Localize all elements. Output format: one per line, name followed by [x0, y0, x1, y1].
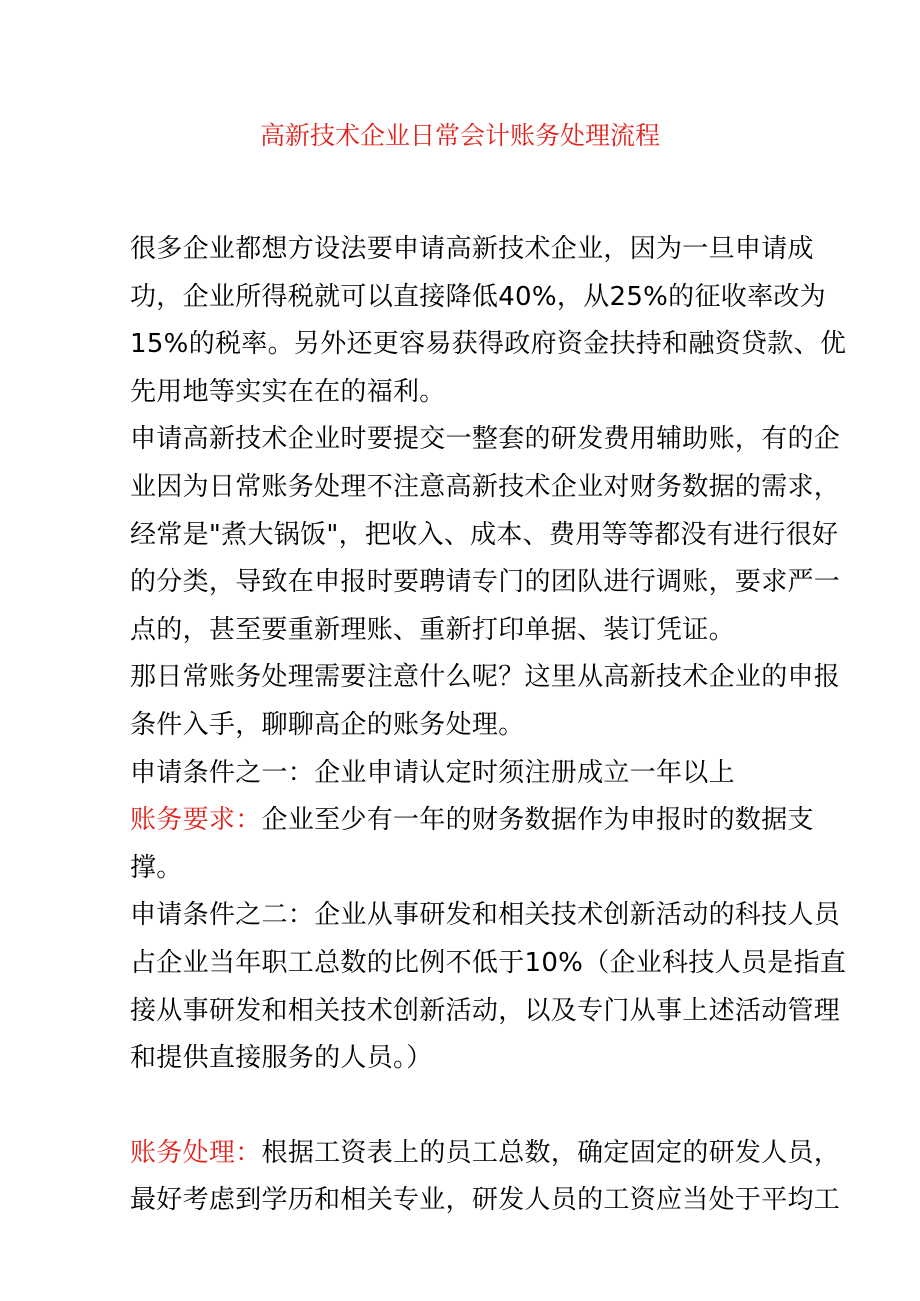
paragraph-text: 根据工资表上的员工总数，确定固定的研发人员，最好考虑到学历和相关专业，研发人员的工资应当处于平均工: [130, 1137, 841, 1216]
paragraph-text: 申请高新技术企业时要提交一整套的研发费用辅助账，有的企业因为日常账务处理不注意高新技术企业对财务数据的需求，经常是"煮大锅饭"，把收入、成本、费用等等都没有进行很好的分类，导致在申报时要聘请专门的团队进行调账，要求严一点的，甚至要重新理账、重新打印单据、装订凭证。: [130, 424, 841, 645]
paragraph-accounting-treatment: [130, 1130, 850, 1225]
paragraph-ledger-issue: [130, 416, 850, 654]
paragraph-text: 申请条件之一：企业申请认定时须注册成立一年以上: [130, 757, 735, 788]
red-label: 账务要求：: [130, 805, 262, 836]
red-label: 账务处理：: [130, 1137, 262, 1168]
paragraph-condition-2: [130, 892, 850, 1082]
paragraph-text: 企业至少有一年的财务数据作为申报时的数据支撑。: [130, 805, 814, 883]
paragraph-text: 很多企业都想方设法要申请高新技术企业，因为一旦申请成功，企业所得税就可以直接降低40%，从25%的征收率改为15%的税率。另外还更容易获得政府资金扶持和融资贷款、优先用地等实实在在的福利。: [130, 234, 847, 407]
document-title: 高新技术企业日常会计账务处理流程: [259, 121, 660, 150]
document-body: [130, 226, 850, 1225]
paragraph-text: 那日常账务处理需要注意什么呢？这里从高新技术企业的申报条件入手，聊聊高企的账务处理。: [130, 662, 841, 740]
paragraph-intro: [130, 226, 850, 416]
paragraph-text: 申请条件之二：企业从事研发和相关技术创新活动的科技人员占企业当年职工总数的比例不低于10%（企业科技人员是指直接从事研发和相关技术创新活动，以及专门从事上述活动管理和提供直接服务的人员。）: [130, 900, 847, 1074]
paragraph-condition-1: [130, 750, 850, 798]
paragraph-accounting-requirement: [130, 797, 850, 892]
paragraph-question: [130, 654, 850, 749]
